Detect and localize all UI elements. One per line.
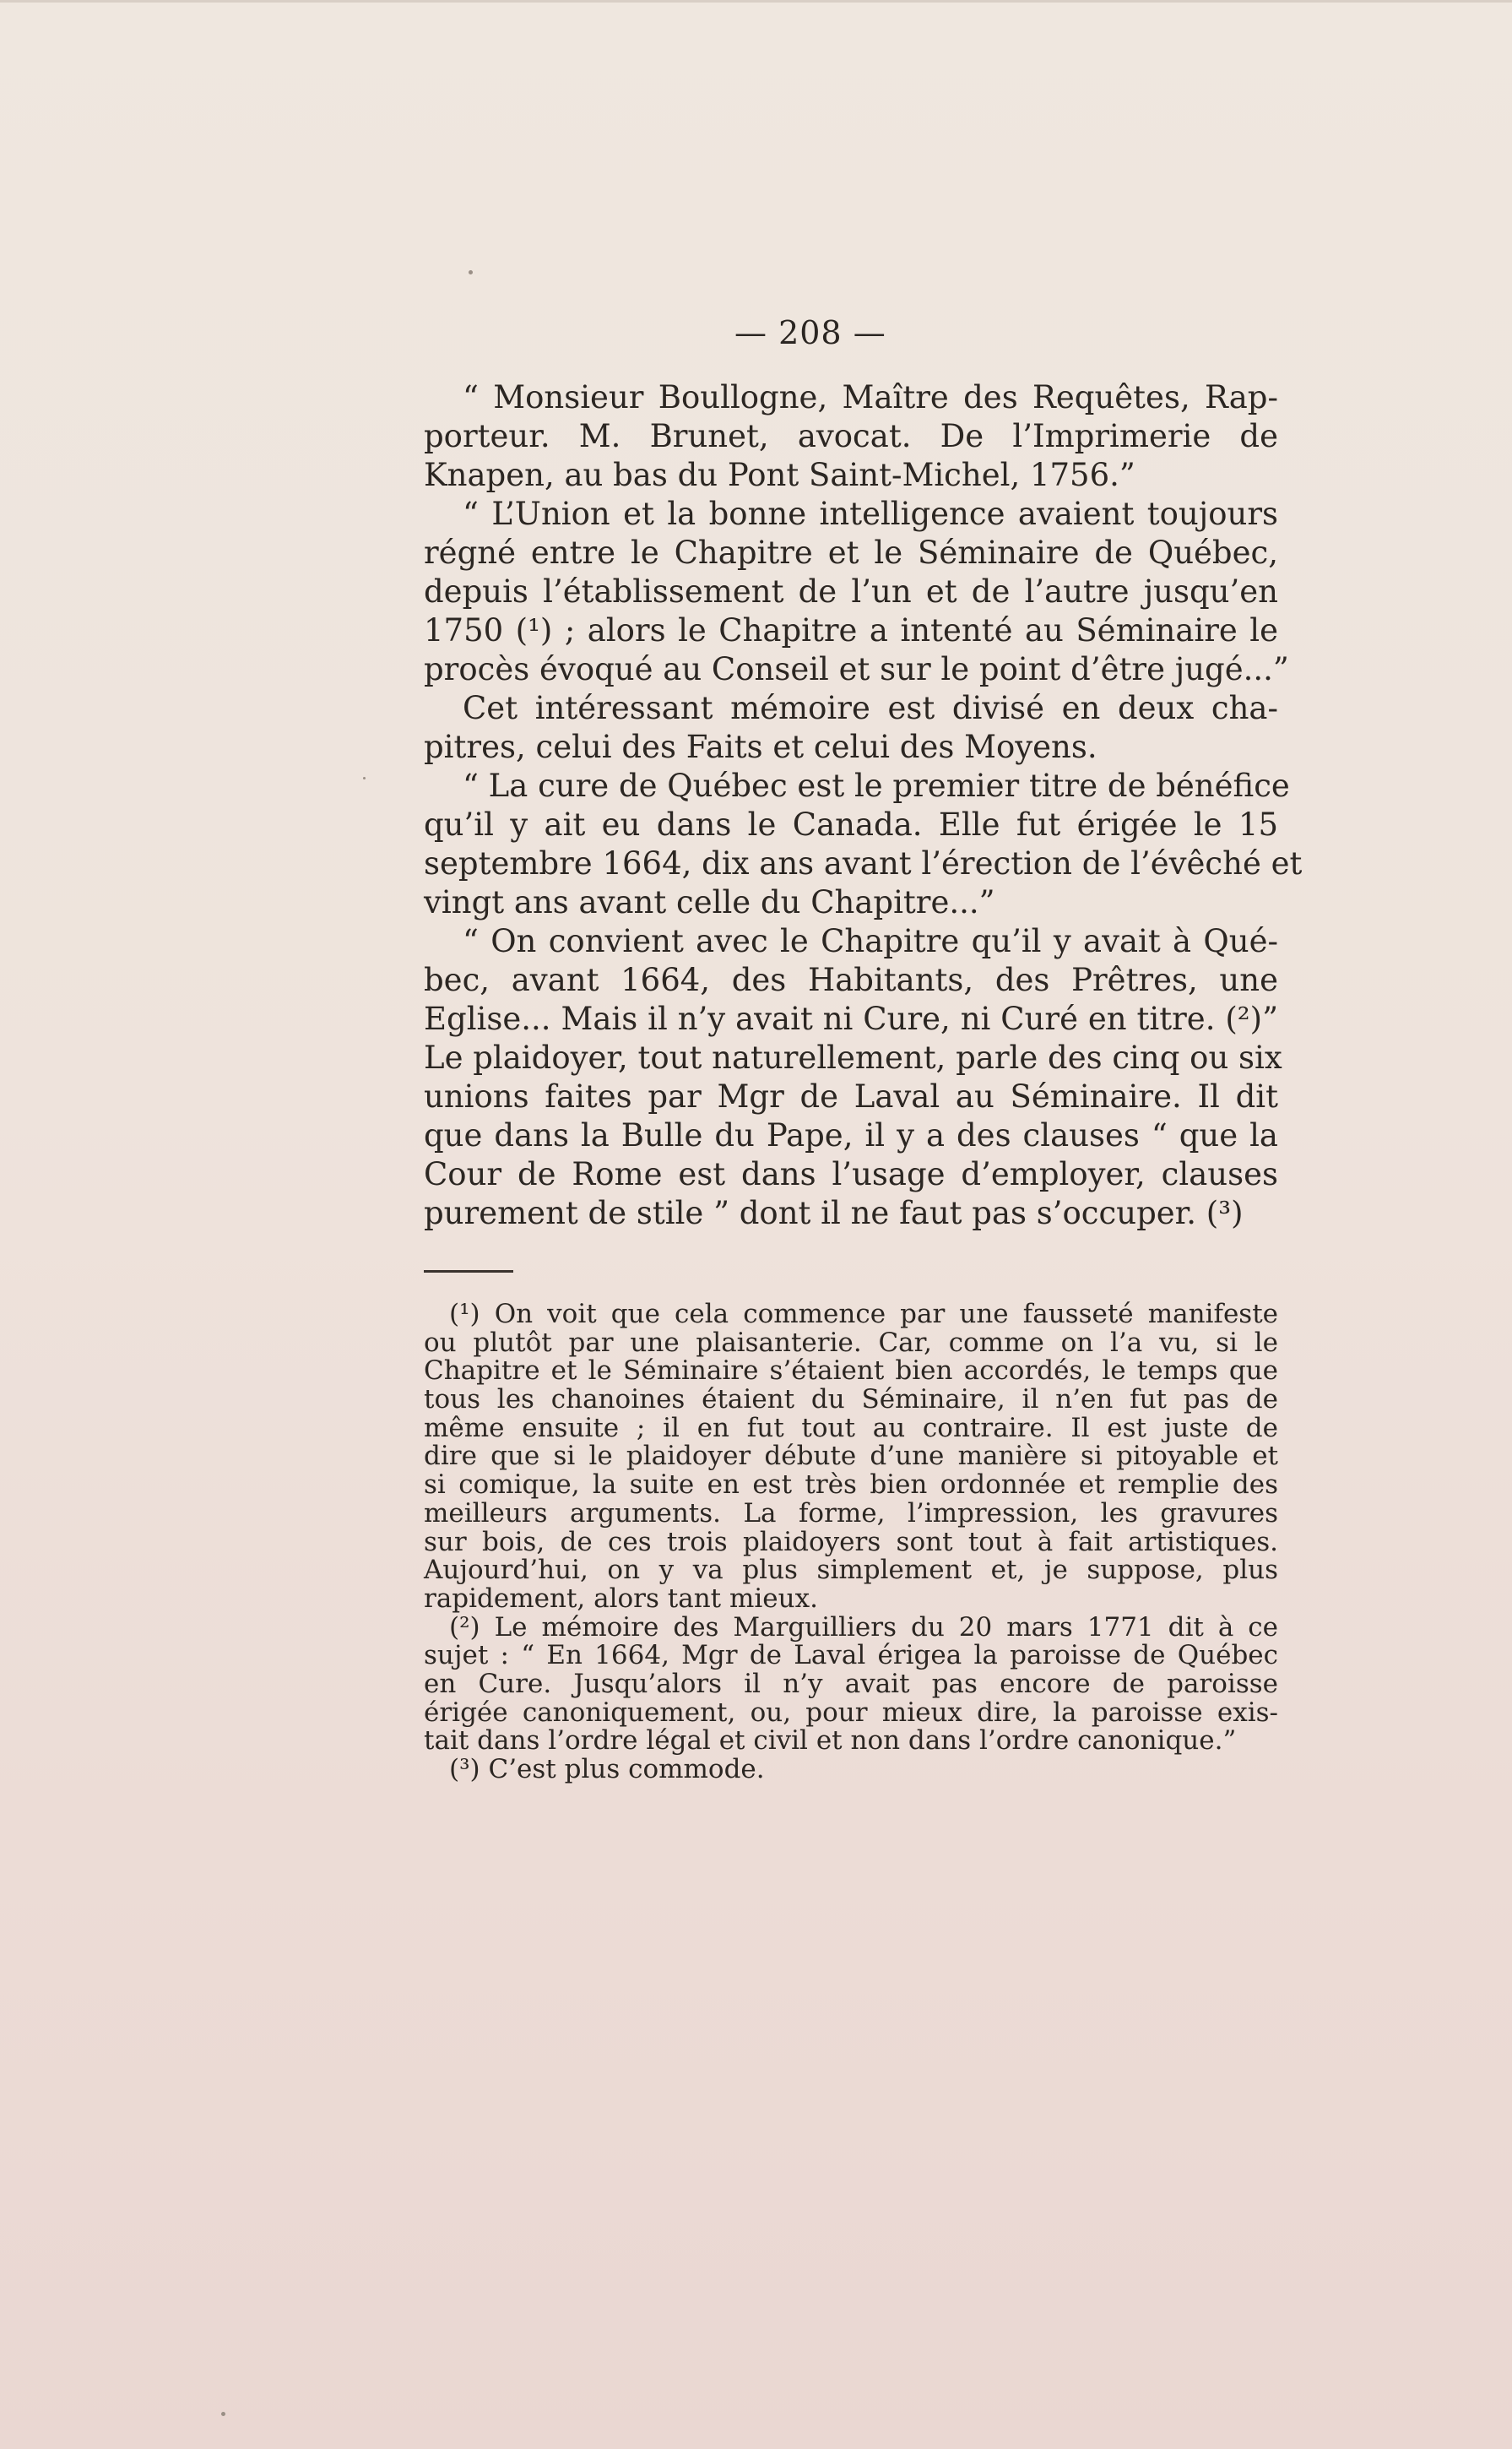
footnote-line: ou plutôt par une plaisanterie. Car, comme on l’a vu, si le (424, 1327, 1278, 1358)
footnote-line: même ensuite ; il en fut tout au contraire. Il est juste de (424, 1412, 1278, 1443)
footnote-line: (³) C’est plus commode. (449, 1754, 765, 1784)
footnote-line: meilleurs arguments. La forme, l’impression, les gravures (424, 1497, 1278, 1529)
text-line: “ La cure de Québec est le premier titre de bénéfice (463, 768, 1290, 804)
footnote-line: (²) Le mémoire des Marguilliers du 20 mars 1771 dit à ce (449, 1611, 1278, 1643)
footnote-line: érigée canoniquement, ou, pour mieux dire, la paroisse exis- (424, 1697, 1278, 1728)
paper-speck (469, 270, 473, 274)
footnote-line: rapidement, alors tant mieux. (424, 1583, 818, 1614)
footnote-line: Chapitre et le Séminaire s’étaient bien accordés, le temps que (424, 1355, 1278, 1387)
footnote-line: tait dans l’ordre légal et civil et non dans l’ordre canonique.” (424, 1725, 1237, 1757)
footnote-line: Aujourd’hui, on y va plus simplement et, je suppose, plus (424, 1555, 1278, 1586)
page-number: — 208 — (734, 314, 886, 351)
text-line: “ On convient avec le Chapitre qu’il y avait à Qué- (463, 923, 1278, 959)
text-line: purement de stile ” dont il ne faut pas s’occuper. (³) (424, 1195, 1244, 1231)
text-line: régné entre le Chapitre et le Séminaire de Québec, (424, 535, 1278, 571)
text-line: unions faites par Mgr de Laval au Séminaire. Il dit (424, 1078, 1278, 1115)
text-line: procès évoqué au Conseil et sur le point d’être jugé...” (424, 651, 1289, 687)
text-line: depuis l’établissement de l’un et de l’autre jusqu’en (424, 573, 1278, 610)
text-line: que dans la Bulle du Pape, il y a des clauses “ que la (424, 1117, 1278, 1154)
text-line: porteur. M. Brunet, avocat. De l’Imprimerie de (424, 418, 1278, 454)
page-top-edge (0, 0, 1512, 3)
footnote-line: si comique, la suite en est très bien ordonnée et remplie des (424, 1469, 1278, 1501)
footnote-line: dire que si le plaidoyer débute d’une manière si pitoyable et (424, 1441, 1278, 1472)
footnote-line: sujet : “ En 1664, Mgr de Laval érigea la paroisse de Québec (424, 1640, 1278, 1671)
text-line: Cet intéressant mémoire est divisé en deux cha- (463, 690, 1278, 726)
text-line: “ L’Union et la bonne intelligence avaient toujours (463, 496, 1278, 532)
main-text (424, 378, 1303, 1233)
text-line: Knapen, au bas du Pont Saint-Michel, 1756.” (424, 457, 1135, 493)
footnote-separator (424, 1270, 513, 1273)
text-line: “ Monsieur Boullogne, Maître des Requêtes, Rap- (463, 379, 1278, 415)
paper-speck (363, 777, 366, 779)
footnote-line: sur bois, de ces trois plaidoyers sont tout à fait artistiques. (424, 1526, 1278, 1557)
text-line: Cour de Rome est dans l’usage d’employer, clauses (424, 1156, 1278, 1192)
paper-speck (221, 2412, 225, 2416)
text-line: 1750 (¹) ; alors le Chapitre a intenté au Séminaire le (424, 612, 1278, 649)
text-line: Eglise... Mais il n’y avait ni Cure, ni Curé en titre. (²)” (424, 1001, 1278, 1037)
footnotes (424, 1301, 1278, 1784)
text-line: Le plaidoyer, tout naturellement, parle des cinq ou six (424, 1040, 1282, 1076)
text-line: pitres, celui des Faits et celui des Moyens. (424, 729, 1097, 765)
text-line: vingt ans avant celle du Chapitre...” (424, 884, 995, 920)
text-line: bec, avant 1664, des Habitants, des Prêtres, une (424, 962, 1278, 998)
footnote-line: (¹) On voit que cela commence par une fausseté manifeste (449, 1299, 1278, 1329)
text-line: qu’il y ait eu dans le Canada. Elle fut érigée le 15 (424, 806, 1278, 843)
footnote-line: tous les chanoines étaient du Séminaire, il n’en fut pas de (424, 1384, 1278, 1415)
text-line: septembre 1664, dix ans avant l’érection de l’évêché et (424, 845, 1303, 882)
footnote-line: en Cure. Jusqu’alors il n’y avait pas encore de paroisse (424, 1668, 1278, 1699)
